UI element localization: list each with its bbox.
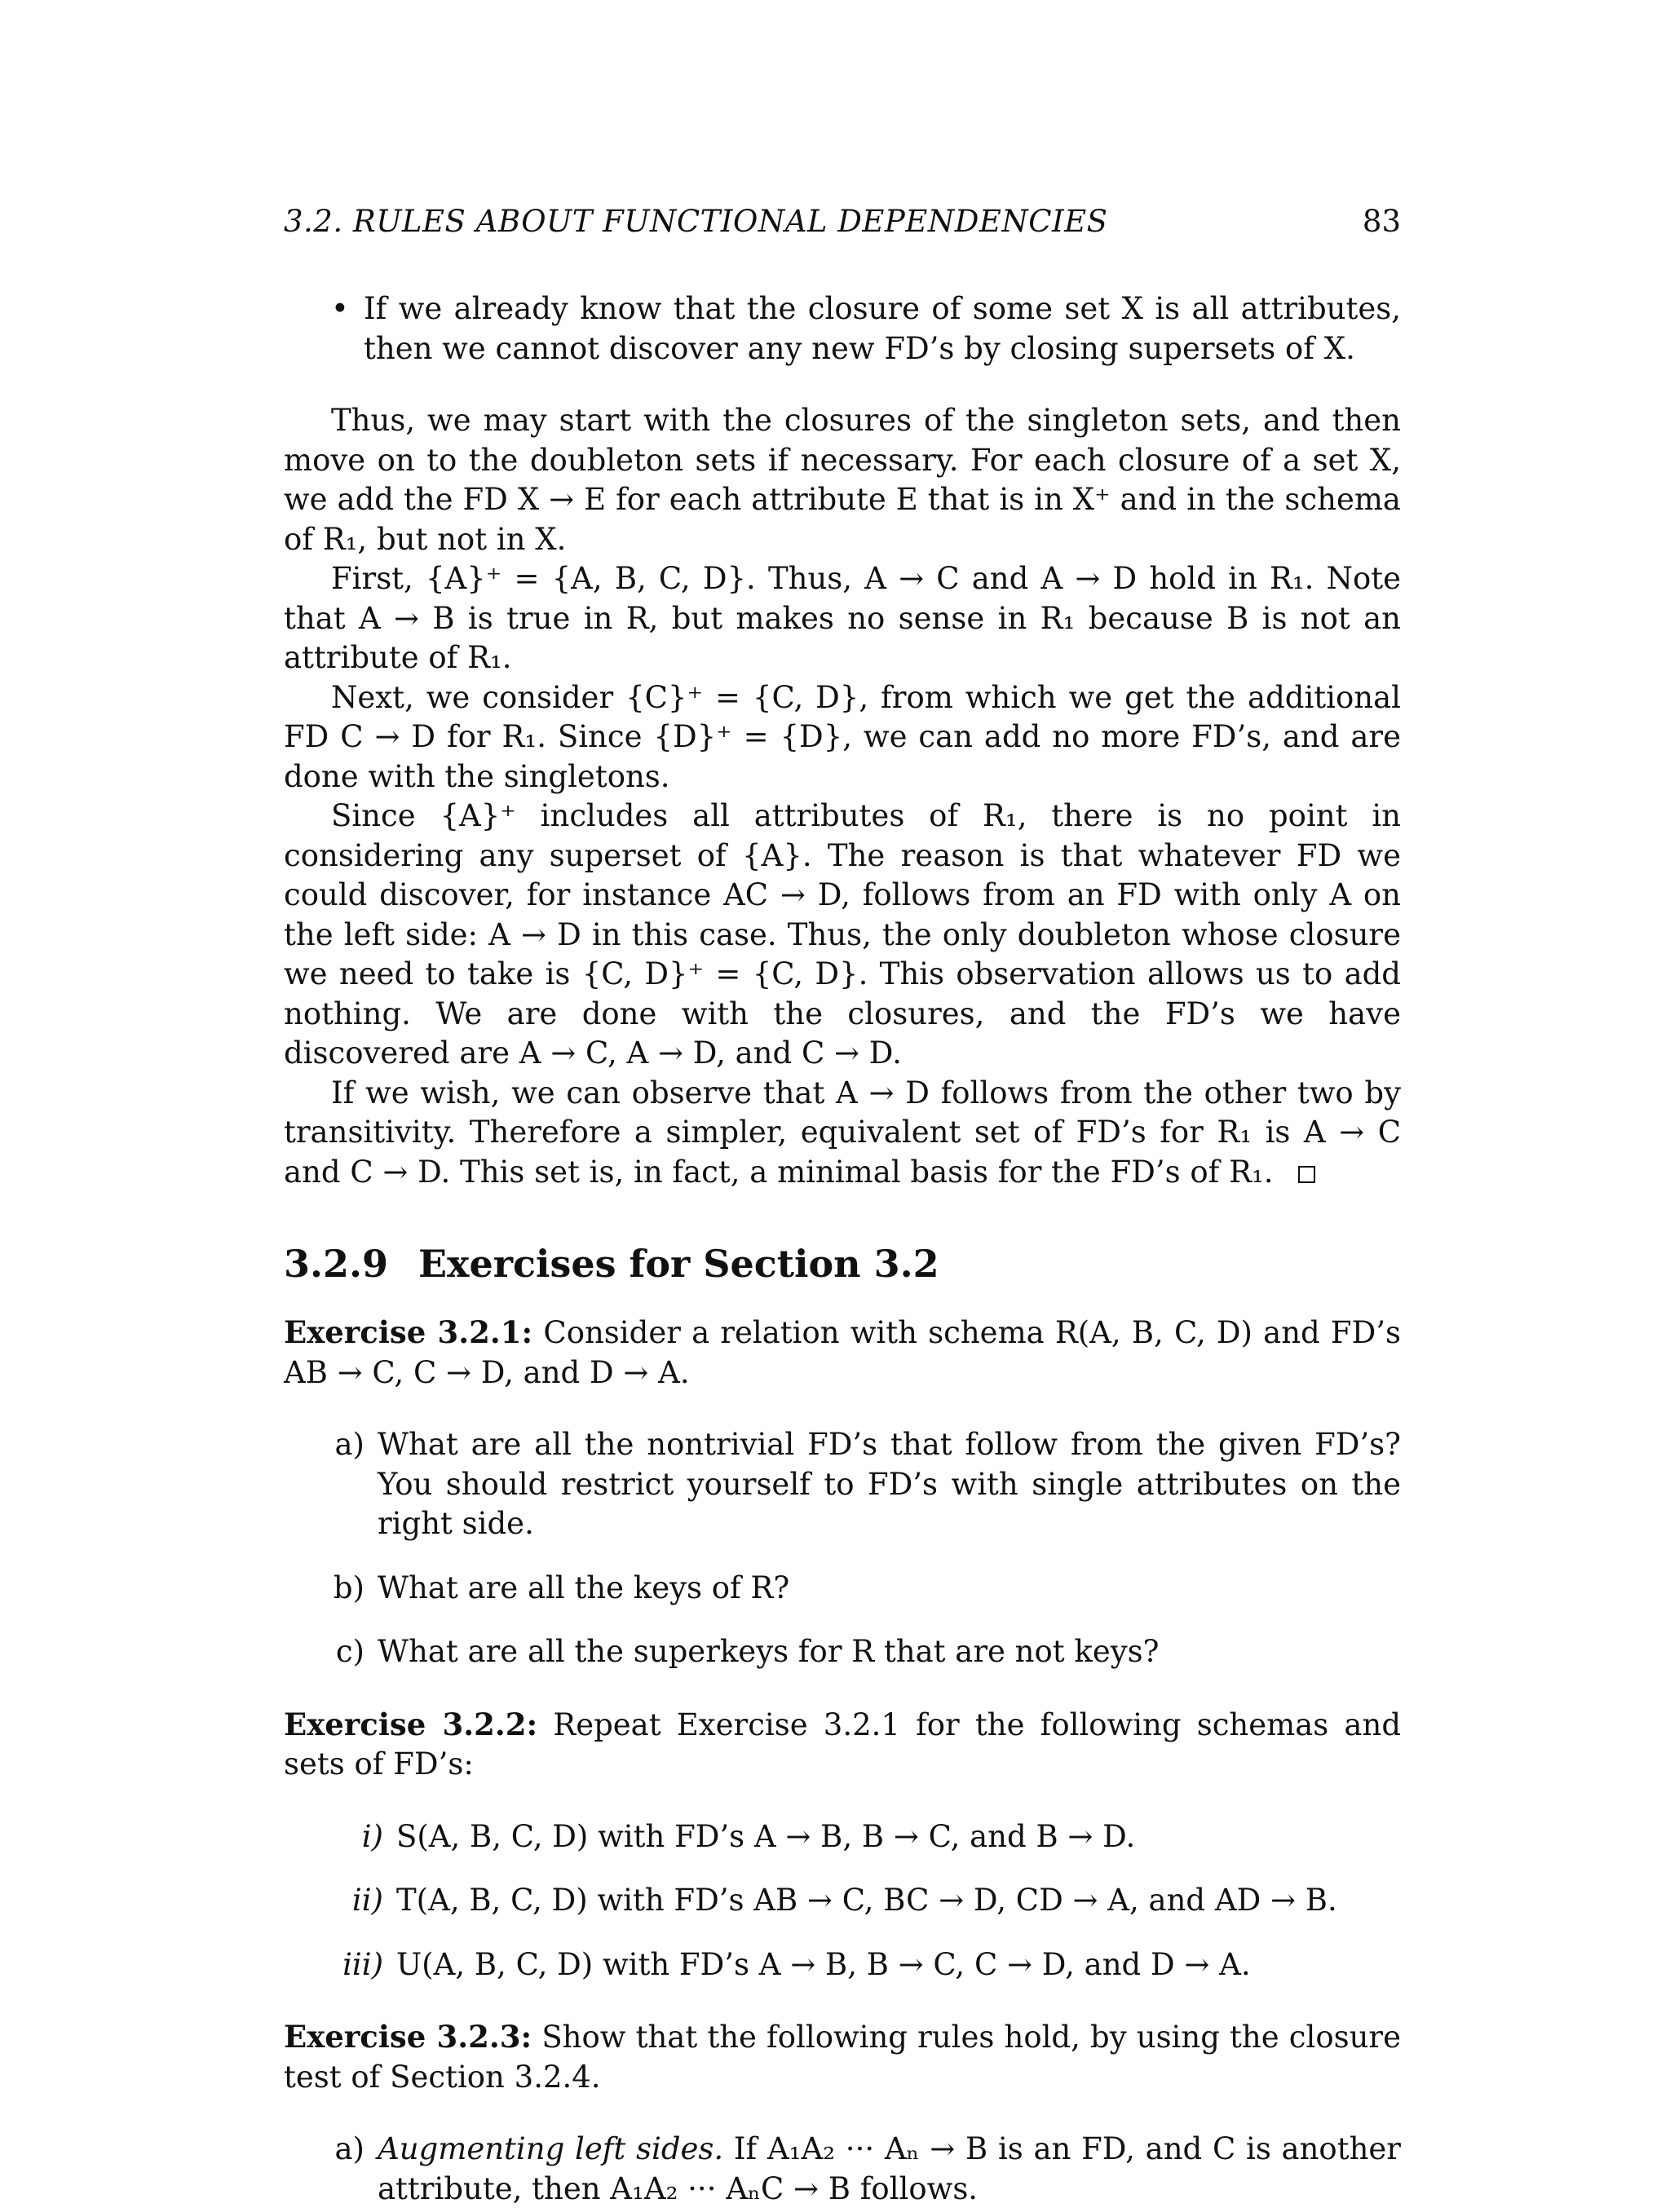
paragraph-text: If we wish, we can observe that A → D follows from the other two by transitivity. Therefore a simpler, equivalent set of FD’s for R₁ is A → C and C → D. This set is, in fact, a minimal basis for the FD’s of R₁. [284,1075,1401,1190]
exercise-part [318,1817,1401,1857]
part-text: What are all the nontrivial FD’s that follow from the given FD’s? You should restrict yourself to FD’s with single attributes on the right side. [378,1427,1401,1541]
section-number: 3.2.9 [284,1242,389,1286]
end-of-proof-box-icon [1298,1166,1315,1183]
exercise-label: Exercise 3.2.1: [284,1314,533,1350]
exercise-label: Exercise 3.2.2: [284,1706,538,1742]
part-label: ii) [351,1883,383,1918]
running-title: 3.2. RULES ABOUT FUNCTIONAL DEPENDENCIES [284,204,1108,239]
exercise-part [318,1881,1401,1921]
part-text: If A₁A₂ ··· Aₙ → B is an FD, and C is another attribute, then A₁A₂ ··· AₙC → B follows. [378,2131,1401,2206]
page-body [284,289,1401,2209]
exercise-text: Consider a relation with schema R(A, B, C, D) and FD’s AB → C, C → D, and D → A. [284,1315,1401,1390]
part-label: i) [361,1818,383,1854]
running-header [284,204,1401,239]
part-text: U(A, B, C, D) with FD’s A → B, B → C, C → D, and D → A. [396,1946,1251,1982]
bullet-point [331,289,1401,369]
part-text: What are all the superkeys for R that are not keys? [378,1634,1160,1669]
bullet-text: If we already know that the closure of some set X is all attributes, then we cannot discover any new FD’s by closing supersets of X. [364,291,1401,366]
exercise-part [318,1632,1401,1672]
bullet-marker: • [331,291,349,326]
part-label: a) [334,2131,364,2166]
part-text: What are all the keys of R? [378,1570,790,1605]
part-term: Augmenting left sides. [378,2131,724,2166]
part-text: S(A, B, C, D) with FD’s A → B, B → C, and B → D. [396,1818,1136,1854]
paragraph: Since {A}⁺ includes all attributes of R₁, there is no point in considering any superset of {A}. The reason is that whatever FD we could discover, for instance AC → D, follows from an FD with only A on the left side: A → D in this case. Thus, the only doubleton whose closure we need to take is {C, D}⁺ = {C, D}. This observation allows us to add nothing. We are done with the closures, and the FD’s we have discovered are A → C, A → D, and C → D. [284,798,1401,1071]
part-label: c) [335,1634,364,1669]
part-label: b) [333,1570,364,1605]
exercise-part [318,1425,1401,1544]
paragraph: Thus, we may start with the closures of the singleton sets, and then move on to the doubleton sets if necessary. For each closure of a set X, we add the FD X → E for each attribute E that is in X⁺ and in the schema of R₁, but not in X. [284,403,1401,557]
exercise-part [318,1569,1401,1609]
part-body [378,2130,1401,2209]
part-label: a) [334,1427,364,1462]
page-number: 83 [1362,204,1401,239]
section-heading [284,1239,1401,1288]
paragraph: First, {A}⁺ = {A, B, C, D}. Thus, A → C and A → D hold in R₁. Note that A → B is true in R, but makes no sense in R₁ because B is not an attribute of R₁. [284,561,1401,675]
exercise-3-2-3 [284,2017,1401,2097]
exercise-part [318,1945,1401,1985]
part-label: iii) [342,1946,383,1982]
exercise-label: Exercise 3.2.3: [284,2019,532,2055]
exercise-part [318,2130,1401,2209]
exercise-text: Show that the following rules hold, by using the closure test of Section 3.2.4. [284,2020,1402,2095]
part-text: T(A, B, C, D) with FD’s AB → C, BC → D, CD → A, and AD → B. [396,1883,1337,1918]
exercise-text: Repeat Exercise 3.2.1 for the following schemas and sets of FD’s: [284,1706,1402,1782]
paragraph-with-end-of-proof [284,1074,1401,1193]
section-title: Exercises for Section 3.2 [418,1242,939,1286]
exercise-3-2-2 [284,1705,1401,1785]
exercise-3-2-1 [284,1313,1401,1393]
paragraph: Next, we consider {C}⁺ = {C, D}, from which we get the additional FD C → D for R₁. Since {D}⁺ = {D}, we can add no more FD’s, and are done with the singletons. [284,679,1401,794]
